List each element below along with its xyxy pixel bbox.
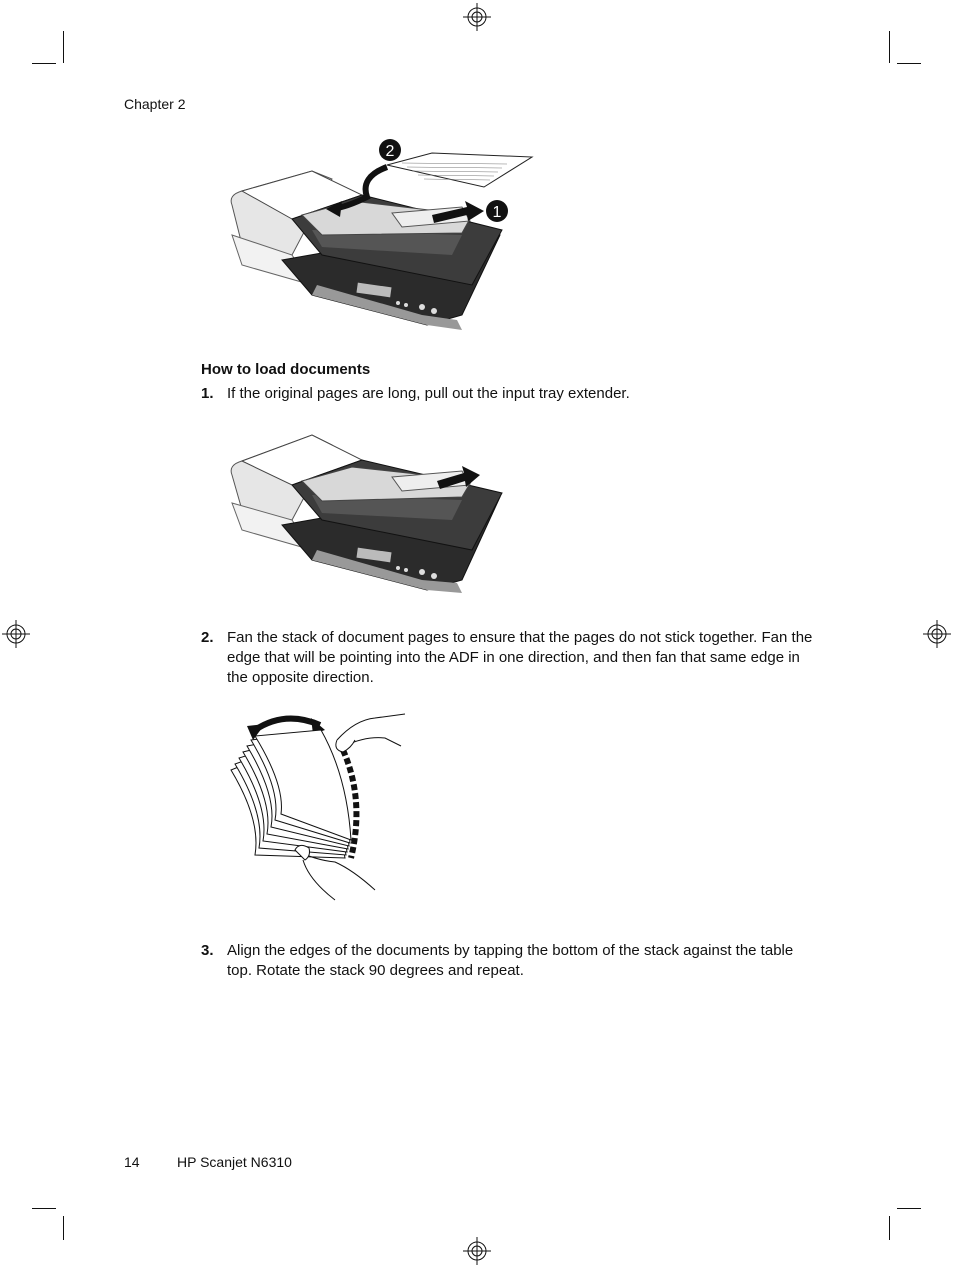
callout-1: 1: [492, 204, 502, 221]
step-text: If the original pages are long, pull out the input tray extender.: [227, 385, 630, 402]
registration-mark-icon: [1, 619, 31, 649]
crop-mark: [32, 63, 56, 64]
section-heading: How to load documents: [201, 361, 371, 378]
registration-mark-icon: [462, 1236, 492, 1266]
product-name: HP Scanjet N6310: [177, 1154, 292, 1170]
crop-mark: [889, 31, 890, 63]
step-number: 1.: [201, 385, 214, 402]
step-text: Align the edges of the documents by tapping the bottom of the stack against the table top. Rotate the stack 90 degrees and repeat.: [227, 942, 794, 979]
crop-mark: [897, 1208, 921, 1209]
step-text: Fan the stack of document pages to ensure that the pages do not stick together. Fan the edge that will be pointing into the ADF in one direction, and then fan that same edge in the opposite direction.: [227, 629, 813, 686]
callout-2: 2: [385, 143, 395, 160]
step-number: 3.: [201, 942, 214, 959]
scanner-illustration-with-callouts: [222, 135, 542, 335]
crop-mark: [32, 1208, 56, 1209]
crop-mark: [897, 63, 921, 64]
crop-mark: [889, 1216, 890, 1240]
step-number: 2.: [201, 629, 214, 646]
registration-mark-icon: [922, 619, 952, 649]
crop-mark: [63, 31, 64, 63]
chapter-label: Chapter 2: [124, 96, 186, 112]
fanning-pages-illustration: [225, 710, 410, 910]
crop-mark: [63, 1216, 64, 1240]
registration-mark-icon: [462, 2, 492, 32]
page-number: 14: [124, 1154, 140, 1170]
scanner-tray-extender-illustration: [222, 425, 512, 595]
